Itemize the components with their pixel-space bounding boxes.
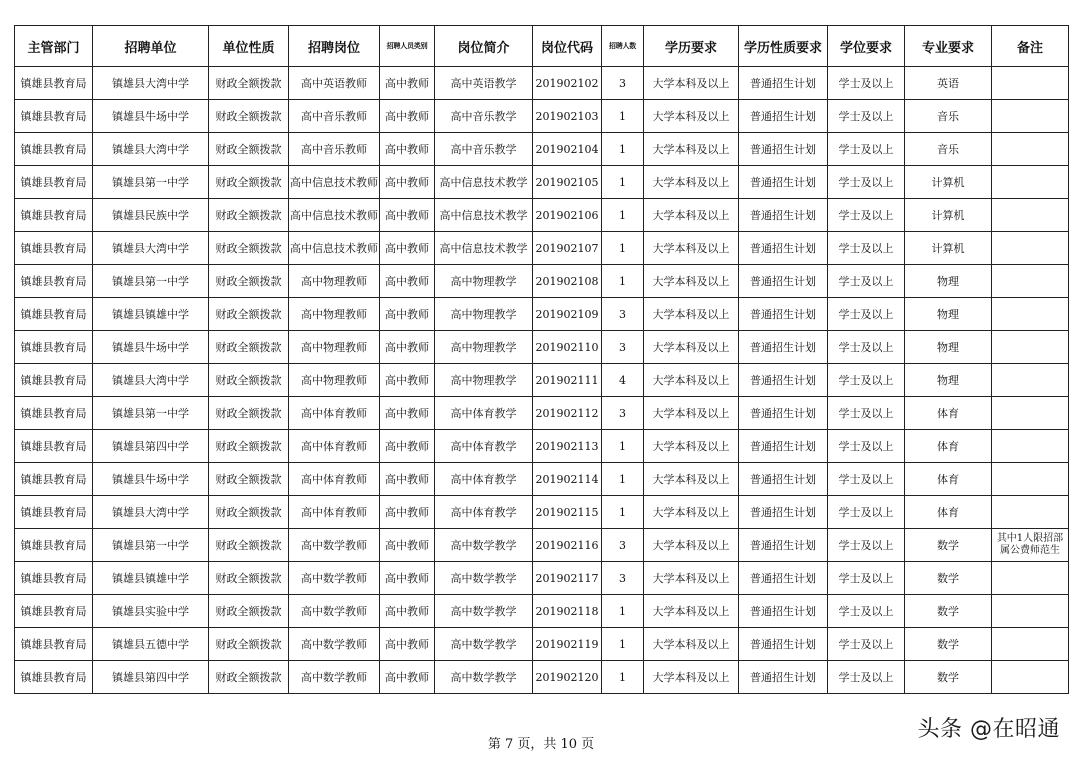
cell-degree: 学士及以上: [828, 331, 905, 364]
cell-position-desc: 高中信息技术教学: [435, 232, 533, 265]
cell-degree: 学士及以上: [828, 496, 905, 529]
cell-headcount: 1: [602, 100, 644, 133]
cell-position-desc: 高中音乐教学: [435, 133, 533, 166]
cell-headcount: 1: [602, 595, 644, 628]
cell-major: 数学: [905, 529, 992, 562]
cell-degree: 学士及以上: [828, 232, 905, 265]
cell-major: 音乐: [905, 133, 992, 166]
cell-position-code: 201902119: [533, 628, 602, 661]
cell-position-desc: 高中物理教学: [435, 265, 533, 298]
cell-education: 大学本科及以上: [644, 67, 739, 100]
cell-education-type: 普通招生计划: [739, 463, 828, 496]
cell-dept: 镇雄县教育局: [15, 265, 93, 298]
cell-dept: 镇雄县教育局: [15, 562, 93, 595]
cell-staff-category: 高中教师: [380, 166, 435, 199]
recruitment-table: [14, 25, 1069, 694]
cell-position: 高中物理教师: [289, 364, 380, 397]
cell-education: 大学本科及以上: [644, 562, 739, 595]
cell-position-desc: 高中物理教学: [435, 298, 533, 331]
cell-education: 大学本科及以上: [644, 529, 739, 562]
table-row: [15, 628, 1069, 661]
cell-major: 数学: [905, 595, 992, 628]
cell-remarks: [992, 166, 1069, 199]
cell-unit: 镇雄县第四中学: [93, 430, 209, 463]
cell-education-type: 普通招生计划: [739, 166, 828, 199]
cell-remarks: [992, 265, 1069, 298]
cell-major: 数学: [905, 661, 992, 694]
cell-education: 大学本科及以上: [644, 661, 739, 694]
cell-position-code: 201902118: [533, 595, 602, 628]
cell-headcount: 1: [602, 133, 644, 166]
cell-education-type: 普通招生计划: [739, 100, 828, 133]
cell-education-type: 普通招生计划: [739, 529, 828, 562]
cell-headcount: 1: [602, 661, 644, 694]
cell-degree: 学士及以上: [828, 463, 905, 496]
watermark: 头条 @在昭通: [917, 717, 1060, 742]
cell-dept: 镇雄县教育局: [15, 100, 93, 133]
cell-dept: 镇雄县教育局: [15, 199, 93, 232]
cell-education: 大学本科及以上: [644, 331, 739, 364]
table-row: [15, 496, 1069, 529]
cell-education: 大学本科及以上: [644, 133, 739, 166]
cell-education-type: 普通招生计划: [739, 496, 828, 529]
cell-remarks: [992, 298, 1069, 331]
cell-unit-type: 财政全额拨款: [209, 67, 289, 100]
cell-education: 大学本科及以上: [644, 463, 739, 496]
cell-unit-type: 财政全额拨款: [209, 562, 289, 595]
cell-dept: 镇雄县教育局: [15, 67, 93, 100]
cell-unit: 镇雄县牛场中学: [93, 463, 209, 496]
cell-remarks: [992, 232, 1069, 265]
cell-unit-type: 财政全额拨款: [209, 199, 289, 232]
cell-staff-category: 高中教师: [380, 661, 435, 694]
cell-position-code: 201902104: [533, 133, 602, 166]
table-row: [15, 232, 1069, 265]
cell-position-desc: 高中体育教学: [435, 430, 533, 463]
cell-remarks: [992, 595, 1069, 628]
cell-degree: 学士及以上: [828, 199, 905, 232]
cell-position: 高中数学教师: [289, 562, 380, 595]
cell-education-type: 普通招生计划: [739, 562, 828, 595]
cell-staff-category: 高中教师: [380, 397, 435, 430]
cell-education-type: 普通招生计划: [739, 265, 828, 298]
cell-unit-type: 财政全额拨款: [209, 298, 289, 331]
cell-dept: 镇雄县教育局: [15, 331, 93, 364]
cell-position-code: 201902103: [533, 100, 602, 133]
cell-position: 高中信息技术教师: [289, 199, 380, 232]
table-row: [15, 265, 1069, 298]
cell-remarks: [992, 331, 1069, 364]
cell-position-code: 201902109: [533, 298, 602, 331]
header-col-education: 学历要求: [644, 26, 739, 67]
cell-remarks: [992, 562, 1069, 595]
cell-remarks: [992, 397, 1069, 430]
cell-unit: 镇雄县第一中学: [93, 529, 209, 562]
cell-staff-category: 高中教师: [380, 595, 435, 628]
cell-education: 大学本科及以上: [644, 100, 739, 133]
cell-major: 体育: [905, 463, 992, 496]
cell-unit: 镇雄县大湾中学: [93, 67, 209, 100]
cell-education-type: 普通招生计划: [739, 430, 828, 463]
cell-staff-category: 高中教师: [380, 199, 435, 232]
cell-remarks: [992, 430, 1069, 463]
cell-remarks: [992, 661, 1069, 694]
cell-degree: 学士及以上: [828, 100, 905, 133]
cell-unit-type: 财政全额拨款: [209, 100, 289, 133]
cell-education: 大学本科及以上: [644, 166, 739, 199]
cell-headcount: 3: [602, 331, 644, 364]
cell-dept: 镇雄县教育局: [15, 628, 93, 661]
cell-staff-category: 高中教师: [380, 364, 435, 397]
cell-headcount: 1: [602, 430, 644, 463]
cell-headcount: 3: [602, 298, 644, 331]
cell-position: 高中体育教师: [289, 430, 380, 463]
cell-headcount: 3: [602, 397, 644, 430]
cell-degree: 学士及以上: [828, 661, 905, 694]
cell-position-desc: 高中体育教学: [435, 496, 533, 529]
cell-degree: 学士及以上: [828, 562, 905, 595]
cell-position-code: 201902115: [533, 496, 602, 529]
cell-education: 大学本科及以上: [644, 595, 739, 628]
cell-headcount: 1: [602, 496, 644, 529]
table-row: [15, 298, 1069, 331]
cell-position-desc: 高中体育教学: [435, 397, 533, 430]
cell-headcount: 1: [602, 199, 644, 232]
cell-position-code: 201902106: [533, 199, 602, 232]
cell-unit: 镇雄县大湾中学: [93, 133, 209, 166]
header-col-headcount: 招聘人数: [602, 26, 644, 67]
cell-staff-category: 高中教师: [380, 463, 435, 496]
cell-position: 高中英语教师: [289, 67, 380, 100]
cell-position-code: 201902102: [533, 67, 602, 100]
table-row: [15, 562, 1069, 595]
cell-unit-type: 财政全额拨款: [209, 430, 289, 463]
table-row: [15, 133, 1069, 166]
cell-position: 高中数学教师: [289, 529, 380, 562]
cell-position: 高中体育教师: [289, 397, 380, 430]
cell-headcount: 3: [602, 562, 644, 595]
cell-degree: 学士及以上: [828, 265, 905, 298]
cell-position-code: 201902110: [533, 331, 602, 364]
cell-remarks: [992, 67, 1069, 100]
cell-education: 大学本科及以上: [644, 430, 739, 463]
header-col-unit: 招聘单位: [93, 26, 209, 67]
table-row: [15, 595, 1069, 628]
cell-remarks: [992, 100, 1069, 133]
cell-position-code: 201902120: [533, 661, 602, 694]
cell-remarks: [992, 463, 1069, 496]
page-footer: 第 7 页，共 10 页: [487, 737, 595, 752]
cell-major: 数学: [905, 562, 992, 595]
cell-position: 高中数学教师: [289, 661, 380, 694]
cell-unit: 镇雄县第一中学: [93, 265, 209, 298]
cell-position-code: 201902108: [533, 265, 602, 298]
cell-dept: 镇雄县教育局: [15, 133, 93, 166]
cell-headcount: 1: [602, 628, 644, 661]
cell-unit: 镇雄县民族中学: [93, 199, 209, 232]
cell-unit-type: 财政全额拨款: [209, 166, 289, 199]
cell-staff-category: 高中教师: [380, 232, 435, 265]
header-col-unit-type: 单位性质: [209, 26, 289, 67]
table-row: [15, 199, 1069, 232]
cell-position-code: 201902112: [533, 397, 602, 430]
cell-major: 体育: [905, 430, 992, 463]
cell-staff-category: 高中教师: [380, 562, 435, 595]
cell-dept: 镇雄县教育局: [15, 529, 93, 562]
cell-unit-type: 财政全额拨款: [209, 595, 289, 628]
table-row: [15, 331, 1069, 364]
cell-dept: 镇雄县教育局: [15, 430, 93, 463]
cell-dept: 镇雄县教育局: [15, 661, 93, 694]
cell-position: 高中体育教师: [289, 496, 380, 529]
cell-degree: 学士及以上: [828, 628, 905, 661]
cell-position-desc: 高中英语教学: [435, 67, 533, 100]
cell-position: 高中物理教师: [289, 298, 380, 331]
cell-unit: 镇雄县镇雄中学: [93, 298, 209, 331]
cell-position-code: 201902107: [533, 232, 602, 265]
cell-major: 计算机: [905, 166, 992, 199]
cell-unit: 镇雄县实验中学: [93, 595, 209, 628]
cell-major: 计算机: [905, 199, 992, 232]
cell-dept: 镇雄县教育局: [15, 232, 93, 265]
cell-major: 计算机: [905, 232, 992, 265]
cell-staff-category: 高中教师: [380, 628, 435, 661]
cell-major: 物理: [905, 331, 992, 364]
cell-staff-category: 高中教师: [380, 133, 435, 166]
table-row: [15, 397, 1069, 430]
cell-position-desc: 高中数学教学: [435, 529, 533, 562]
cell-education-type: 普通招生计划: [739, 232, 828, 265]
cell-position-desc: 高中音乐教学: [435, 100, 533, 133]
cell-education: 大学本科及以上: [644, 364, 739, 397]
cell-unit: 镇雄县牛场中学: [93, 331, 209, 364]
cell-position-code: 201902111: [533, 364, 602, 397]
cell-position-desc: 高中体育教学: [435, 463, 533, 496]
cell-remarks: [992, 628, 1069, 661]
cell-major: 英语: [905, 67, 992, 100]
cell-position: 高中数学教师: [289, 628, 380, 661]
cell-education-type: 普通招生计划: [739, 595, 828, 628]
cell-staff-category: 高中教师: [380, 67, 435, 100]
cell-dept: 镇雄县教育局: [15, 298, 93, 331]
cell-education: 大学本科及以上: [644, 628, 739, 661]
cell-education: 大学本科及以上: [644, 265, 739, 298]
cell-unit: 镇雄县大湾中学: [93, 364, 209, 397]
cell-unit-type: 财政全额拨款: [209, 529, 289, 562]
cell-degree: 学士及以上: [828, 430, 905, 463]
header-col-remarks: 备注: [992, 26, 1069, 67]
cell-major: 物理: [905, 364, 992, 397]
cell-major: 音乐: [905, 100, 992, 133]
cell-position-desc: 高中信息技术教学: [435, 166, 533, 199]
cell-unit-type: 财政全额拨款: [209, 463, 289, 496]
cell-degree: 学士及以上: [828, 298, 905, 331]
cell-unit: 镇雄县第一中学: [93, 397, 209, 430]
cell-degree: 学士及以上: [828, 397, 905, 430]
table-row: [15, 100, 1069, 133]
cell-position: 高中信息技术教师: [289, 166, 380, 199]
cell-major: 数学: [905, 628, 992, 661]
cell-headcount: 1: [602, 463, 644, 496]
cell-education-type: 普通招生计划: [739, 199, 828, 232]
cell-major: 体育: [905, 496, 992, 529]
cell-position: 高中音乐教师: [289, 100, 380, 133]
table-row: [15, 661, 1069, 694]
cell-degree: 学士及以上: [828, 595, 905, 628]
cell-unit: 镇雄县牛场中学: [93, 100, 209, 133]
cell-dept: 镇雄县教育局: [15, 463, 93, 496]
cell-dept: 镇雄县教育局: [15, 496, 93, 529]
cell-unit: 镇雄县第四中学: [93, 661, 209, 694]
cell-degree: 学士及以上: [828, 364, 905, 397]
cell-education: 大学本科及以上: [644, 397, 739, 430]
cell-position-desc: 高中数学教学: [435, 661, 533, 694]
table-header-row: [15, 26, 1069, 67]
cell-remarks: [992, 364, 1069, 397]
cell-major: 物理: [905, 265, 992, 298]
header-col-staff-category: 招聘人员类别: [380, 26, 435, 67]
cell-education-type: 普通招生计划: [739, 364, 828, 397]
cell-degree: 学士及以上: [828, 67, 905, 100]
cell-staff-category: 高中教师: [380, 100, 435, 133]
cell-unit-type: 财政全额拨款: [209, 232, 289, 265]
table-row: [15, 166, 1069, 199]
cell-unit: 镇雄县大湾中学: [93, 496, 209, 529]
table-row: [15, 529, 1069, 562]
cell-unit-type: 财政全额拨款: [209, 331, 289, 364]
cell-staff-category: 高中教师: [380, 529, 435, 562]
cell-degree: 学士及以上: [828, 133, 905, 166]
header-col-position: 招聘岗位: [289, 26, 380, 67]
cell-position-desc: 高中物理教学: [435, 364, 533, 397]
cell-education-type: 普通招生计划: [739, 628, 828, 661]
cell-position-code: 201902114: [533, 463, 602, 496]
cell-degree: 学士及以上: [828, 529, 905, 562]
cell-headcount: 3: [602, 67, 644, 100]
cell-unit: 镇雄县镇雄中学: [93, 562, 209, 595]
cell-position-desc: 高中数学教学: [435, 595, 533, 628]
cell-education-type: 普通招生计划: [739, 397, 828, 430]
cell-unit-type: 财政全额拨款: [209, 397, 289, 430]
cell-position-code: 201902105: [533, 166, 602, 199]
cell-unit: 镇雄县大湾中学: [93, 232, 209, 265]
cell-education: 大学本科及以上: [644, 232, 739, 265]
cell-education-type: 普通招生计划: [739, 67, 828, 100]
cell-unit-type: 财政全额拨款: [209, 661, 289, 694]
header-col-position-code: 岗位代码: [533, 26, 602, 67]
cell-education-type: 普通招生计划: [739, 133, 828, 166]
cell-education-type: 普通招生计划: [739, 331, 828, 364]
cell-staff-category: 高中教师: [380, 265, 435, 298]
cell-staff-category: 高中教师: [380, 496, 435, 529]
cell-unit-type: 财政全额拨款: [209, 133, 289, 166]
cell-remarks: [992, 496, 1069, 529]
cell-position-code: 201902117: [533, 562, 602, 595]
cell-education: 大学本科及以上: [644, 298, 739, 331]
cell-position: 高中数学教师: [289, 595, 380, 628]
cell-position-desc: 高中物理教学: [435, 331, 533, 364]
table-body: [15, 67, 1069, 694]
cell-education: 大学本科及以上: [644, 496, 739, 529]
cell-dept: 镇雄县教育局: [15, 595, 93, 628]
cell-unit-type: 财政全额拨款: [209, 496, 289, 529]
cell-unit-type: 财政全额拨款: [209, 265, 289, 298]
cell-unit-type: 财政全额拨款: [209, 628, 289, 661]
cell-staff-category: 高中教师: [380, 430, 435, 463]
cell-education-type: 普通招生计划: [739, 661, 828, 694]
header-col-position-desc: 岗位简介: [435, 26, 533, 67]
header-col-education-type: 学历性质要求: [739, 26, 828, 67]
cell-position: 高中体育教师: [289, 463, 380, 496]
cell-education: 大学本科及以上: [644, 199, 739, 232]
cell-position-desc: 高中数学教学: [435, 562, 533, 595]
cell-headcount: 1: [602, 232, 644, 265]
table-row: [15, 67, 1069, 100]
cell-headcount: 3: [602, 529, 644, 562]
cell-position-code: 201902116: [533, 529, 602, 562]
cell-dept: 镇雄县教育局: [15, 364, 93, 397]
cell-degree: 学士及以上: [828, 166, 905, 199]
cell-staff-category: 高中教师: [380, 298, 435, 331]
cell-headcount: 1: [602, 166, 644, 199]
cell-education-type: 普通招生计划: [739, 298, 828, 331]
cell-unit: 镇雄县第一中学: [93, 166, 209, 199]
header-col-degree: 学位要求: [828, 26, 905, 67]
cell-major: 体育: [905, 397, 992, 430]
cell-headcount: 4: [602, 364, 644, 397]
cell-dept: 镇雄县教育局: [15, 397, 93, 430]
cell-remarks: [992, 199, 1069, 232]
cell-position: 高中信息技术教师: [289, 232, 380, 265]
cell-position: 高中音乐教师: [289, 133, 380, 166]
cell-major: 物理: [905, 298, 992, 331]
cell-unit-type: 财政全额拨款: [209, 364, 289, 397]
table-row: [15, 463, 1069, 496]
table-row: [15, 364, 1069, 397]
cell-position-desc: 高中信息技术教学: [435, 199, 533, 232]
cell-remarks: 其中1人限招部属公费师范生: [992, 529, 1069, 562]
cell-staff-category: 高中教师: [380, 331, 435, 364]
header-col-major: 专业要求: [905, 26, 992, 67]
cell-headcount: 1: [602, 265, 644, 298]
cell-position-desc: 高中数学教学: [435, 628, 533, 661]
cell-position: 高中物理教师: [289, 331, 380, 364]
cell-dept: 镇雄县教育局: [15, 166, 93, 199]
header-col-dept: 主管部门: [15, 26, 93, 67]
cell-remarks: [992, 133, 1069, 166]
table-row: [15, 430, 1069, 463]
cell-unit: 镇雄县五德中学: [93, 628, 209, 661]
cell-position: 高中物理教师: [289, 265, 380, 298]
cell-position-code: 201902113: [533, 430, 602, 463]
